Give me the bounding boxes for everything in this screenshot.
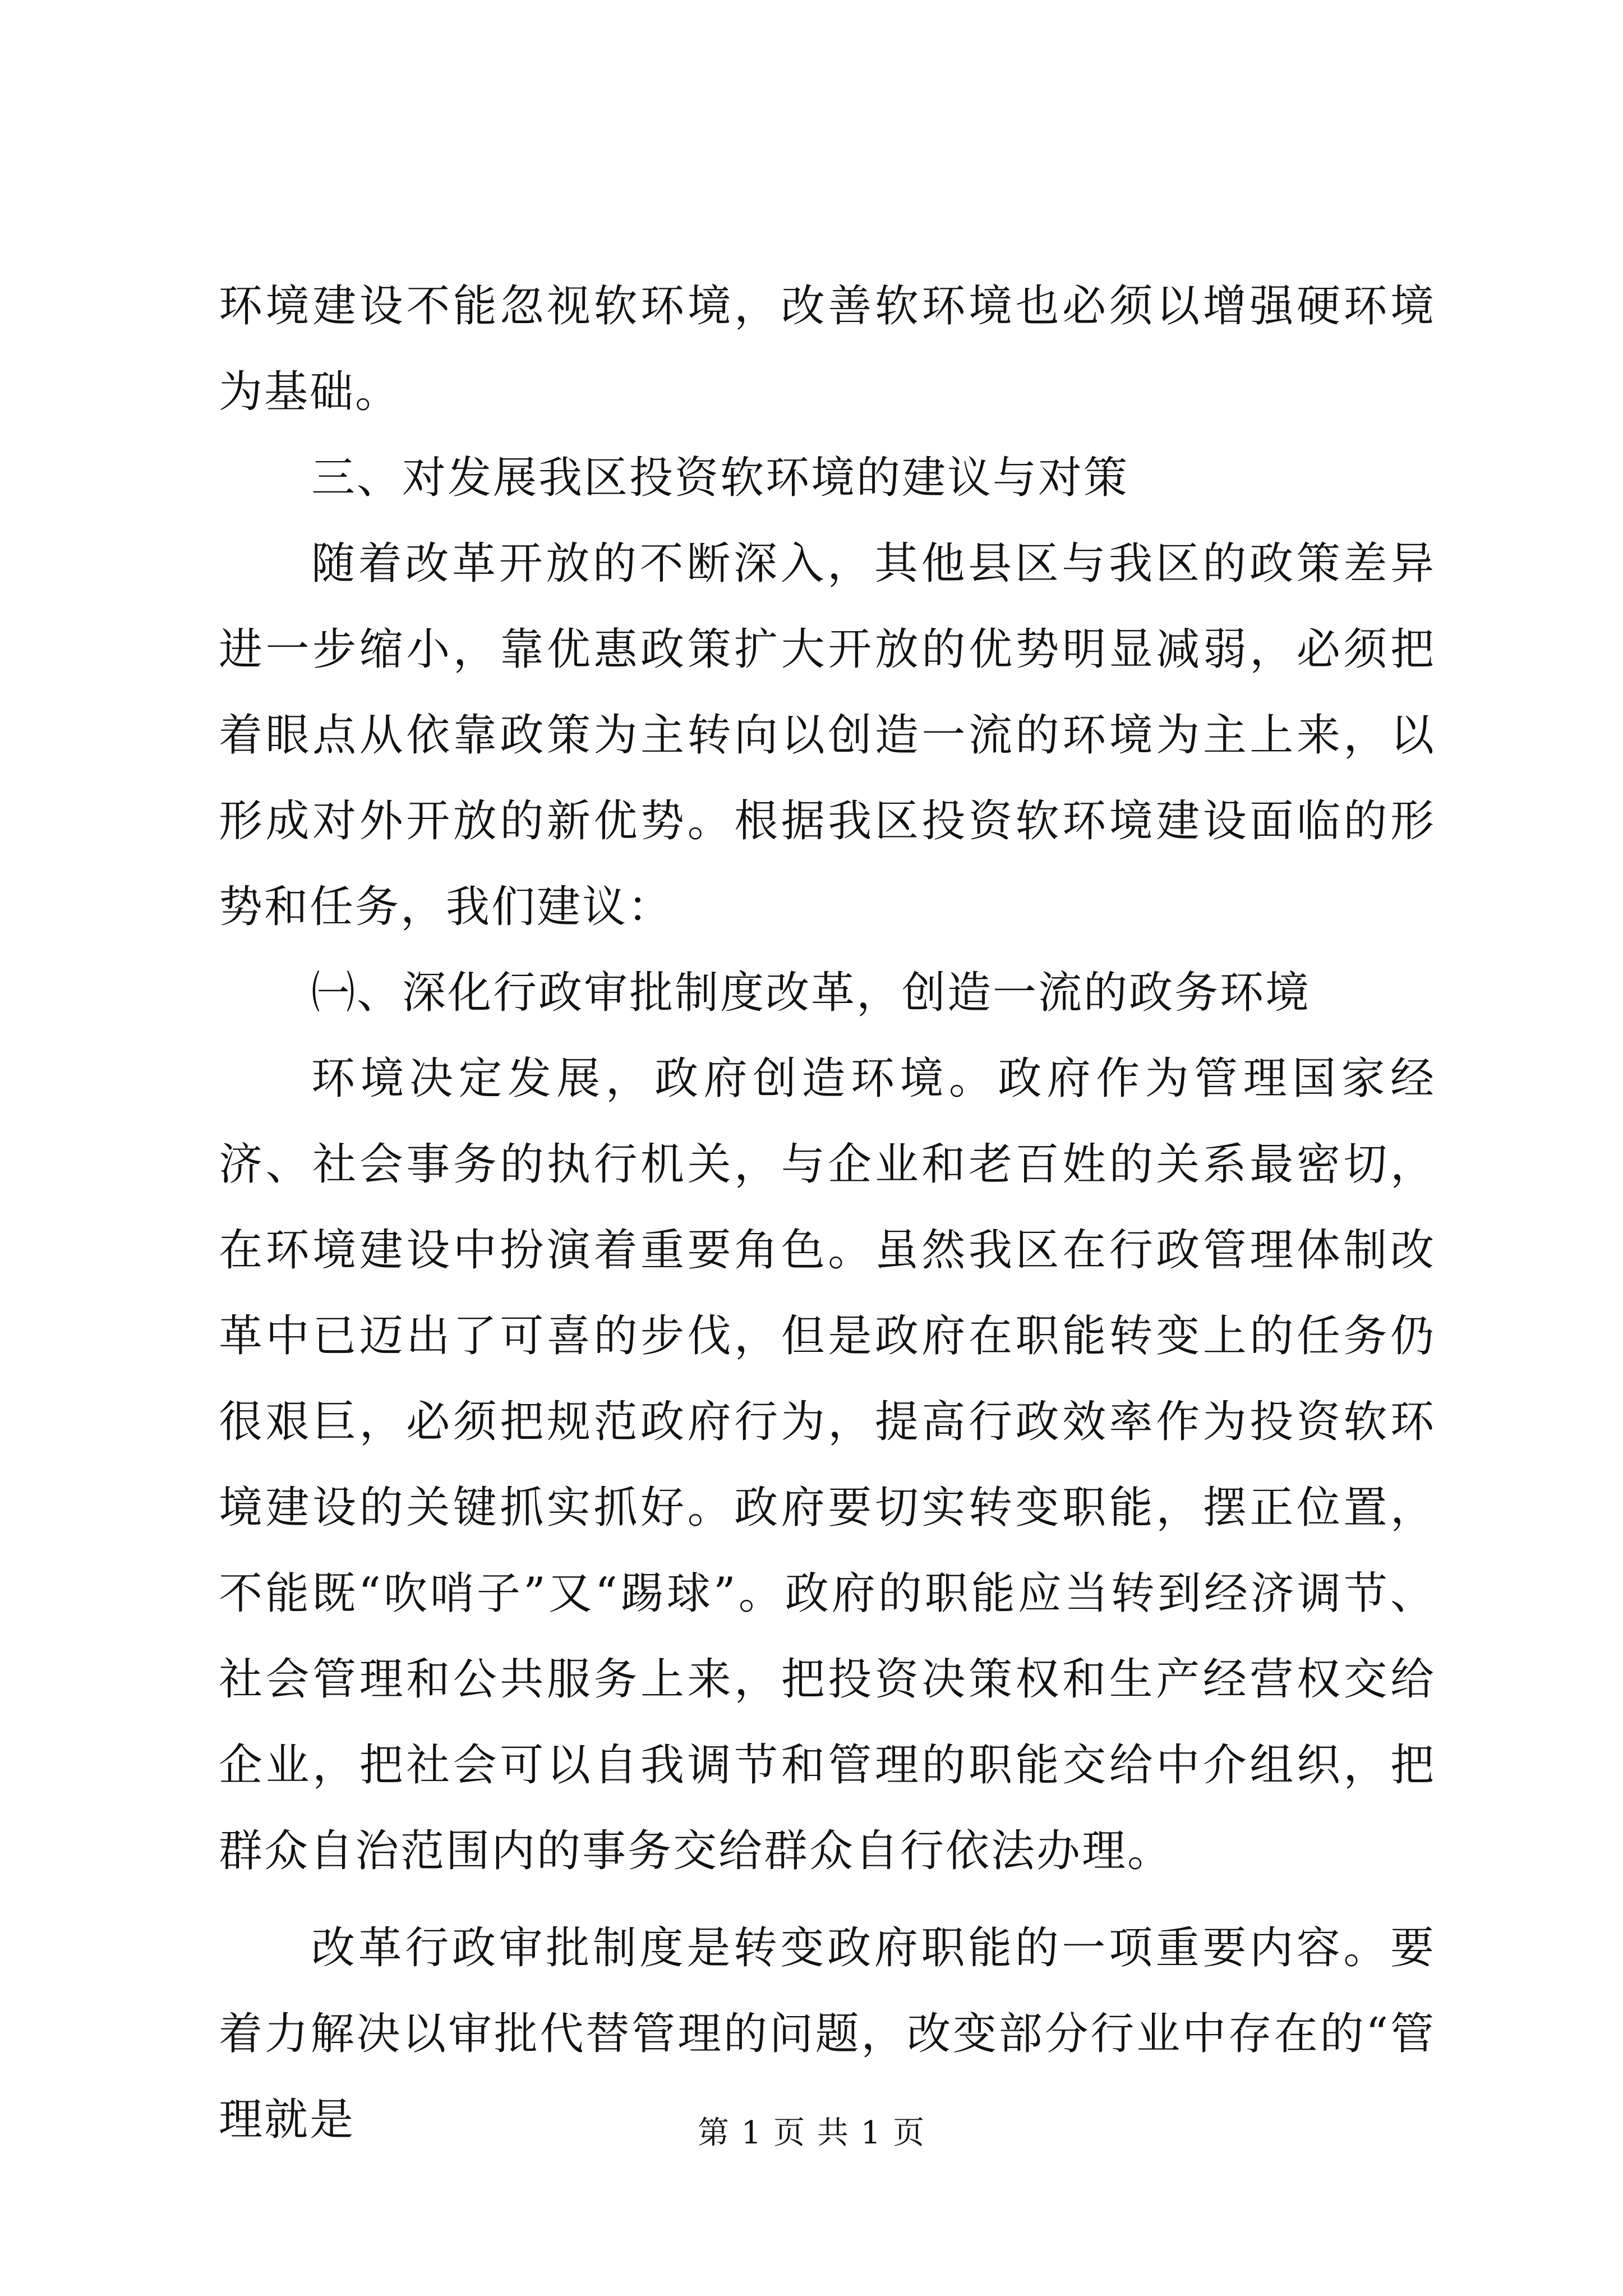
section-heading: 三、对发展我区投资软环境的建议与对策 bbox=[311, 453, 1129, 503]
paragraph-continuation: 环境建设不能忽视软环境，改善软环境也必须以增强硬环境为基础。 bbox=[219, 281, 1436, 417]
subsection-heading: ㈠、深化行政审批制度改革，创造一流的政务环境 bbox=[311, 968, 1311, 1018]
paragraph: 随着改革开放的不断深入，其他县区与我区的政策差异进一步缩小，靠优惠政策扩大开放的优势明显减弱，必须把着眼点从依靠政策为主转向以创造一流的环境为主上来，以形成对外开放的新优势。根据我区投资软环境建设面临的形势和任务，我们建议： bbox=[219, 539, 1436, 932]
page-footer bbox=[0, 2114, 1623, 2153]
page-number: 第 1 页 共 1 页 bbox=[697, 2115, 926, 2151]
paragraph: 环境决定发展，政府创造环境。政府作为管理国家经济、社会事务的执行机关，与企业和老百姓的关系最密切，在环境建设中扮演着重要角色。虽然我区在行政管理体制改革中已迈出了可喜的步伐，但是政府在职能转变上的任务仍很艰巨，必须把规范政府行为，提高行政效率作为投资软环境建设的关键抓实抓好。政府要切实转变职能，摆正位置，不能既“吹哨子”又“踢球”。政府的职能应当转到经济调节、社会管理和公共服务上来，把投资决策权和生产经营权交给企业，把社会可以自我调节和管理的职能交给中介组织，把群众自治范围内的事务交给群众自行依法办理。 bbox=[219, 1053, 1436, 1876]
paragraph: 改革行政审批制度是转变政府职能的一项重要内容。要着力解决以审批代替管理的问题，改变部分行业中存在的“管理就是 bbox=[219, 1923, 1436, 2145]
document-body bbox=[219, 264, 1436, 2163]
